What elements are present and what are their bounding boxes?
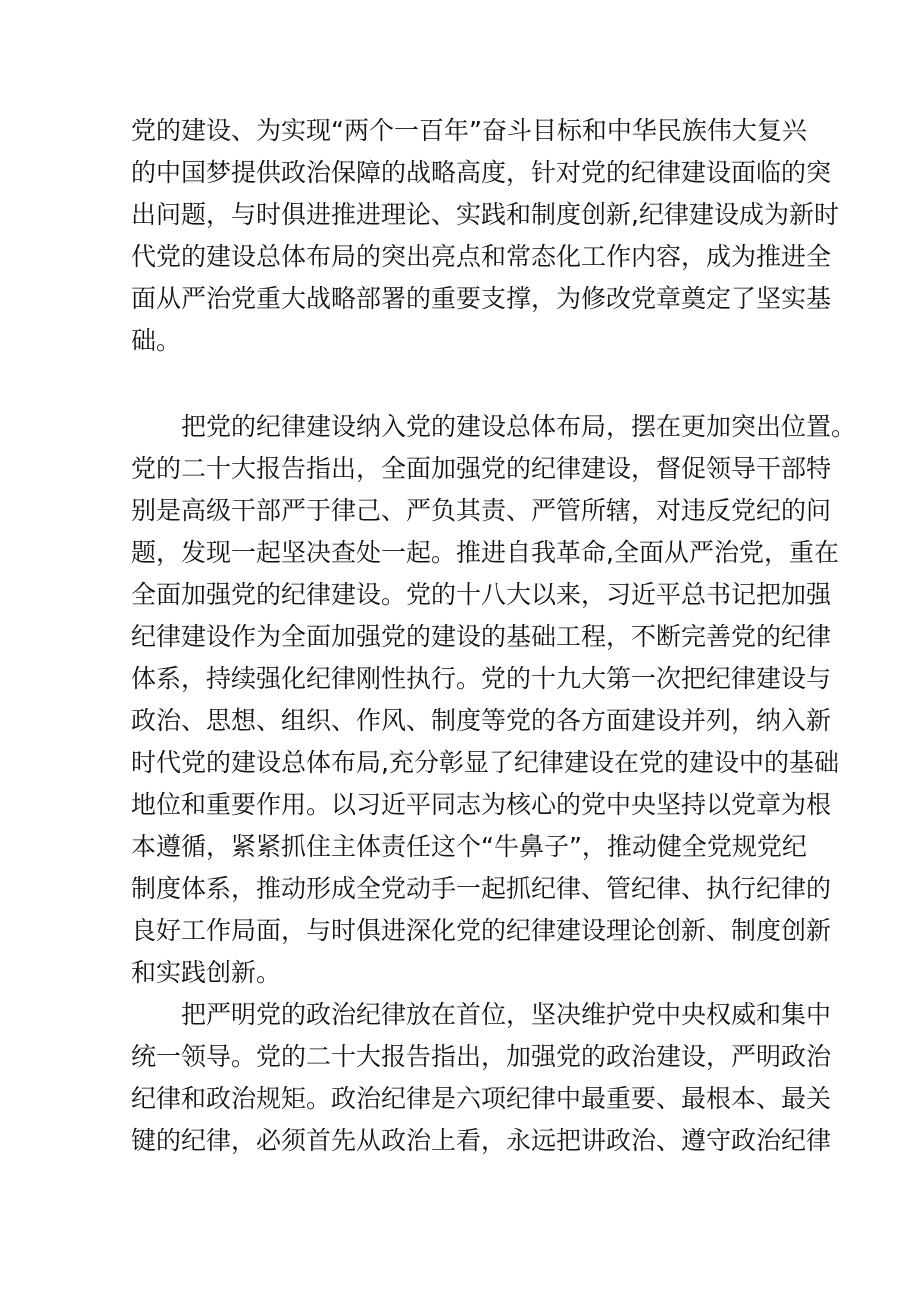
paragraph-line: 地位和重要作用。以习近平同志为核心的党中央坚持以党章为根 <box>131 790 832 819</box>
paragraph-line: 体系，持续强化纪律刚性执行。党的十九大第一次把纪律建设与 <box>131 664 832 693</box>
paragraph-line: 党的二十大报告指出，全面加强党的纪律建设，督促领导干部特 <box>131 454 832 483</box>
paragraph-line: 纪律和政治规矩。政治纪律是六项纪律中最重要、最根本、最关 <box>131 1084 832 1113</box>
paragraph-line: 时代党的建设总体布局,充分彰显了纪律建设在党的建设中的基础 <box>131 748 839 777</box>
paragraph-line: 全面加强党的纪律建设。党的十八大以来，习近平总书记把加强 <box>131 580 832 609</box>
paragraph-1 <box>131 110 839 362</box>
text-block-top <box>131 110 839 362</box>
paragraph-line: 党的建设、为实现“两个一百年”奋斗目标和中华民族伟大复兴 <box>131 116 807 145</box>
paragraph-line: 的中国梦提供政治保障的战略高度，针对党的纪律建设面临的突 <box>131 158 832 187</box>
paragraph-line: 础。 <box>131 326 182 355</box>
paragraph-line: 纪律建设作为全面加强党的建设的基础工程，不断完善党的纪律 <box>131 622 832 651</box>
paragraph-line: 政治、思想、组织、作风、制度等党的各方面建设并列，纳入新 <box>131 706 832 735</box>
paragraph-line: 良好工作局面，与时俱进深化党的纪律建设理论创新、制度创新 <box>131 916 832 945</box>
paragraph-line: 键的纪律，必须首先从政治上看，永远把讲政治、遵守政治纪律 <box>131 1126 832 1155</box>
text-block-main <box>131 406 857 1162</box>
paragraph-line: 本遵循，紧紧抓住主体责任这个“牛鼻子”，推动健全党规党纪 <box>131 832 807 861</box>
paragraph-line: 和实践创新。 <box>131 958 282 987</box>
paragraph-line: 把严明党的政治纪律放在首位，坚决维护党中央权威和集中 <box>181 1000 832 1029</box>
paragraph-line: 代党的建设总体布局的突出亮点和常态化工作内容，成为推进全 <box>131 242 832 271</box>
paragraph-line: 题，发现一起坚决查处一起。推进自我革命,全面从严治党，重在 <box>131 538 839 567</box>
paragraph-line: 把党的纪律建设纳入党的建设总体布局，摆在更加突出位置。 <box>181 412 857 441</box>
paragraph-2 <box>131 406 857 994</box>
paragraph-line: 统一领导。党的二十大报告指出，加强党的政治建设，严明政治 <box>131 1042 832 1071</box>
paragraph-line: 别是高级干部严于律己、严负其责、严管所辖，对违反党纪的问 <box>131 496 832 525</box>
paragraph-line: 制度体系，推动形成全党动手一起抓纪律、管纪律、执行纪律的 <box>131 874 832 903</box>
paragraph-line: 出问题，与时俱进推进理论、实践和制度创新,纪律建设成为新时 <box>131 200 839 229</box>
paragraph-3 <box>131 994 832 1162</box>
paragraph-line: 面从严治党重大战略部署的重要支撑，为修改党章奠定了坚实基 <box>131 284 832 313</box>
